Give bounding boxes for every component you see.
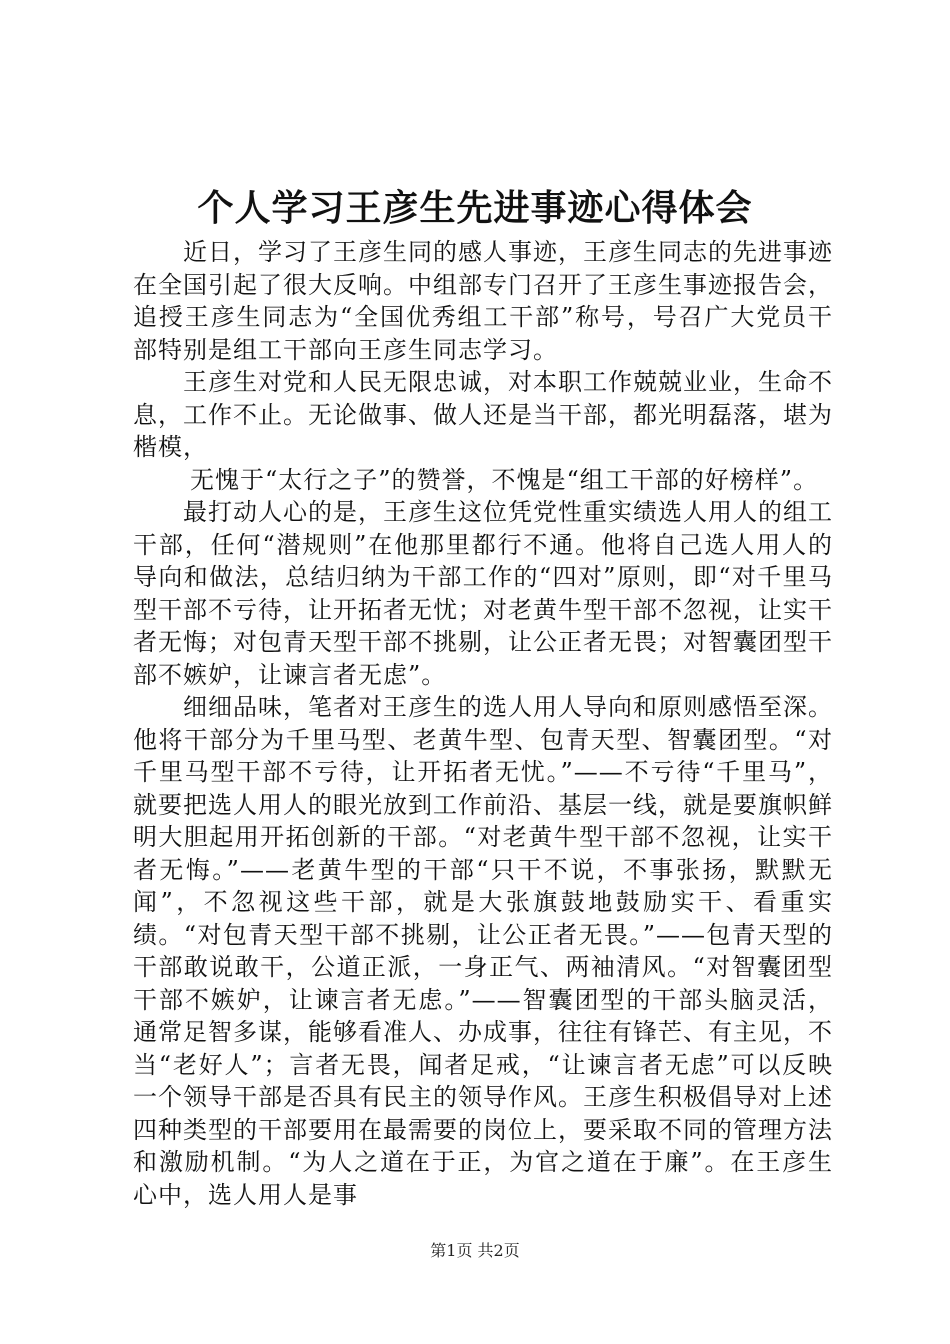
- paragraph-2: 王彦生对党和人民无限忠诚，对本职工作兢兢业业，生命不息，工作不止。无论做事、做人还是当干部，都光明磊落，堪为楷模，: [133, 368, 833, 461]
- document-title: 个人学习王彦生先进事迹心得体会: [197, 187, 753, 229]
- paragraph-1: 近日，学习了王彦生同的感人事迹，王彦生同志的先进事迹在全国引起了很大反响。中组部专门召开了王彦生事迹报告会，追授王彦生同志为“全国优秀组工干部”称号，号召广大党员干部特别是组工干部向王彦生同志学习。: [133, 238, 833, 364]
- document-body: [133, 236, 833, 1211]
- paragraph-3: 无愧于“太行之子”的赞誉，不愧是“组工干部的好榜样”。: [190, 465, 819, 494]
- paragraph-5: 细细品味，笔者对王彦生的选人用人导向和原则感悟至深。他将干部分为千里马型、老黄牛型、包青天型、智囊团型。“对千里马型干部不亏待，让开拓者无忧。”——不亏待“千里马”，就要把选人用人的眼光放到工作前沿、基层一线，就是要旗帜鲜明大胆起用开拓创新的干部。“对老黄牛型干部不忽视，让实干者无悔。”——老黄牛型的干部“只干不说，不事张扬，默默无闻”，不忽视这些干部，就是大张旗鼓地鼓励实干、看重实绩。“对包青天型干部不挑剔，让公正者无畏。”——包青天型的干部敢说敢干，公道正派，一身正气、两袖清风。“对智囊团型干部不嫉妒，让谏言者无虑。”——智囊团型的干部头脑灵活，通常足智多谋，能够看准人、办成事，往往有锋芒、有主见，不当“老好人”；言者无畏，闻者足戒，“让谏言者无虑”可以反映一个领导干部是否具有民主的领导作风。王彦生积极倡导对上述四种类型的干部要用在最需要的岗位上，要采取不同的管理方法和激励机制。“为人之道在于正，为官之道在于廉”。在王彦生心中，选人用人是事: [133, 693, 833, 1209]
- paragraph-4: 最打动人心的是，王彦生这位凭党性重实绩选人用人的组工干部，任何“潜规则”在他那里都行不通。他将自己选人用人的导向和做法，总结归纳为干部工作的“四对”原则，即“对千里马型干部不亏待，让开拓者无忧；对老黄牛型干部不忽视，让实干者无悔；对包青天型干部不挑剔，让公正者无畏；对智囊团型干部不嫉妒，让谏言者无虑”。: [133, 498, 833, 689]
- page-footer: 第1页 共2页: [430, 1241, 520, 1260]
